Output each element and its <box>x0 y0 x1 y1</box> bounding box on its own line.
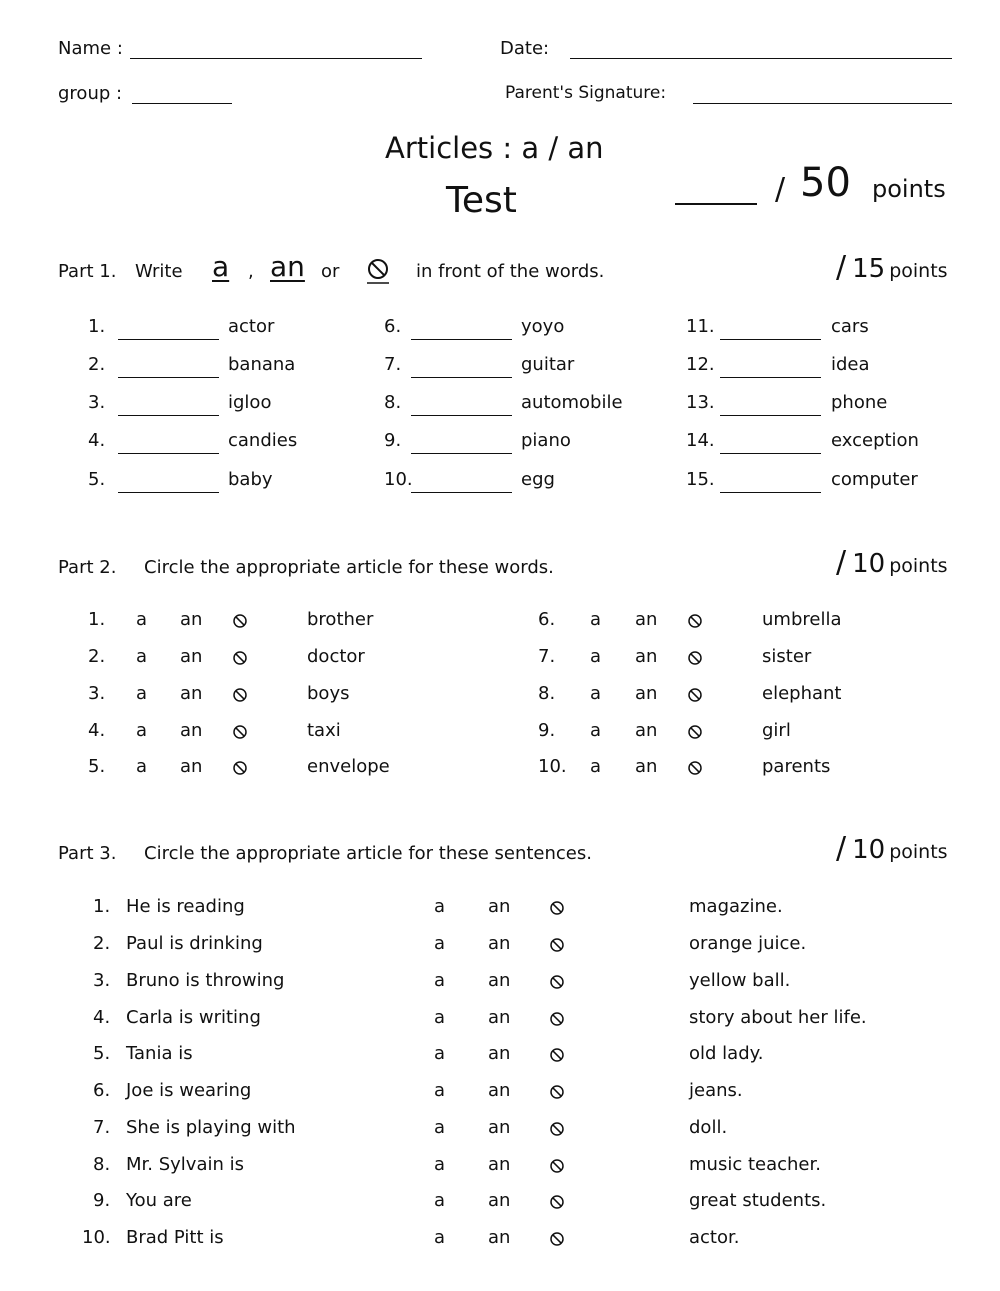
option-a[interactable]: a <box>590 720 602 741</box>
item-number: 5. <box>93 1043 111 1064</box>
item-word: cars <box>831 316 869 337</box>
no-article-icon[interactable] <box>549 1158 565 1178</box>
option-a[interactable]: a <box>136 756 148 777</box>
sentence-end: great students. <box>689 1190 827 1211</box>
answer-blank[interactable] <box>411 453 512 454</box>
answer-blank[interactable] <box>118 377 219 378</box>
option-a[interactable]: a <box>434 1080 446 1101</box>
option-an[interactable]: an <box>488 1080 511 1101</box>
item-word: elephant <box>762 683 842 704</box>
sentence-start: Carla is writing <box>126 1007 261 1028</box>
part1-comma: , <box>248 261 254 282</box>
part3-instruction: Circle the appropriate article for these sentences. <box>144 843 592 864</box>
answer-blank[interactable] <box>411 339 512 340</box>
sentence-end: story about her life. <box>689 1007 867 1028</box>
answer-blank[interactable] <box>118 415 219 416</box>
item-number: 1. <box>93 896 111 917</box>
sentence-start: Paul is drinking <box>126 933 263 954</box>
item-number: 5. <box>88 756 106 777</box>
item-word: actor <box>228 316 275 337</box>
option-an[interactable]: an <box>488 933 511 954</box>
no-article-icon[interactable] <box>687 687 703 707</box>
parent-signature-label: Parent's Signature: <box>505 83 667 103</box>
no-article-icon[interactable] <box>687 760 703 780</box>
option-a[interactable]: a <box>136 646 148 667</box>
item-word: brother <box>307 609 374 630</box>
option-an[interactable]: an <box>488 896 511 917</box>
sentence-end: doll. <box>689 1117 728 1138</box>
option-an[interactable]: an <box>180 683 203 704</box>
no-article-icon[interactable] <box>549 1121 565 1141</box>
sentence-start: Mr. Sylvain is <box>126 1154 244 1175</box>
total-score-number: 50 <box>800 160 851 206</box>
option-an[interactable]: an <box>488 1117 511 1138</box>
part3-score-word: points <box>889 841 948 863</box>
sentence-start: You are <box>126 1190 192 1211</box>
option-a[interactable]: a <box>434 1117 446 1138</box>
no-article-icon[interactable] <box>232 650 248 670</box>
option-a[interactable]: a <box>434 1154 446 1175</box>
item-number: 5. <box>88 469 106 490</box>
item-word: computer <box>831 469 918 490</box>
item-number: 2. <box>88 354 106 375</box>
sentence-start: Tania is <box>126 1043 193 1064</box>
answer-blank[interactable] <box>720 415 821 416</box>
option-a[interactable]: a <box>590 756 602 777</box>
group-field[interactable] <box>132 103 232 104</box>
sentence-start: She is playing with <box>126 1117 296 1138</box>
option-a[interactable]: a <box>136 609 148 630</box>
item-number: 2. <box>93 933 111 954</box>
option-an[interactable]: an <box>488 1007 511 1028</box>
option-an[interactable]: an <box>180 756 203 777</box>
item-word: phone <box>831 392 888 413</box>
option-an[interactable]: an <box>635 720 658 741</box>
name-field[interactable] <box>130 58 422 59</box>
part2-label: Part 2. <box>58 557 117 578</box>
option-a[interactable]: a <box>434 1190 446 1211</box>
no-article-icon[interactable] <box>232 687 248 707</box>
sentence-end: actor. <box>689 1227 740 1248</box>
item-word: boys <box>307 683 350 704</box>
answer-blank[interactable] <box>118 339 219 340</box>
answer-blank[interactable] <box>118 492 219 493</box>
answer-blank[interactable] <box>411 415 512 416</box>
total-score-word: points <box>872 175 946 203</box>
item-word: sister <box>762 646 812 667</box>
option-an[interactable]: an <box>488 1227 511 1248</box>
no-article-icon[interactable] <box>549 1231 565 1251</box>
item-number: 8. <box>384 392 402 413</box>
item-number: 9. <box>93 1190 111 1211</box>
item-number: 8. <box>93 1154 111 1175</box>
option-an[interactable]: an <box>180 646 203 667</box>
part1-score-word: points <box>889 260 948 282</box>
date-label: Date: <box>500 38 550 59</box>
no-article-icon[interactable] <box>687 650 703 670</box>
part1-instruction: in front of the words. <box>416 261 605 282</box>
part3-score <box>836 831 948 866</box>
option-an[interactable]: an <box>635 646 658 667</box>
option-a[interactable]: a <box>136 720 148 741</box>
item-word: igloo <box>228 392 272 413</box>
answer-blank[interactable] <box>720 453 821 454</box>
option-a[interactable]: a <box>590 646 602 667</box>
item-number: 10. <box>538 756 567 777</box>
item-number: 2. <box>88 646 106 667</box>
part1-score-slash: / <box>836 250 847 285</box>
item-word: taxi <box>307 720 341 741</box>
item-number: 3. <box>93 970 111 991</box>
item-number: 1. <box>88 316 106 337</box>
total-score-field[interactable] <box>675 203 757 205</box>
sentence-end: old lady. <box>689 1043 764 1064</box>
name-label: Name : <box>58 38 123 59</box>
part2-score-word: points <box>889 555 948 577</box>
option-an[interactable]: an <box>488 1043 511 1064</box>
option-an[interactable]: an <box>488 1190 511 1211</box>
option-a[interactable]: a <box>434 970 446 991</box>
date-field[interactable] <box>570 58 952 59</box>
item-number: 1. <box>88 609 106 630</box>
part3-label: Part 3. <box>58 843 117 864</box>
option-an[interactable]: an <box>635 609 658 630</box>
item-number: 3. <box>88 392 106 413</box>
item-number: 10. <box>384 469 413 490</box>
item-number: 14. <box>686 430 715 451</box>
option-a[interactable]: a <box>434 933 446 954</box>
option-a[interactable]: a <box>434 1007 446 1028</box>
option-a[interactable]: a <box>434 1227 446 1248</box>
item-word: piano <box>521 430 571 451</box>
sentence-start: He is reading <box>126 896 245 917</box>
part2-score-slash: / <box>836 545 847 580</box>
item-number: 7. <box>538 646 556 667</box>
no-article-icon[interactable] <box>549 1047 565 1067</box>
item-number: 11. <box>686 316 715 337</box>
part2-score-number: 10 <box>852 549 886 579</box>
no-article-icon[interactable] <box>549 1011 565 1031</box>
option-an[interactable]: an <box>180 609 203 630</box>
option-a[interactable]: a <box>434 896 446 917</box>
group-label: group : <box>58 83 123 104</box>
item-number: 10. <box>82 1227 111 1248</box>
item-word: parents <box>762 756 831 777</box>
option-a[interactable]: a <box>590 683 602 704</box>
part3-score-slash: / <box>836 831 847 866</box>
page-subtitle: Test <box>446 180 517 221</box>
item-word: banana <box>228 354 296 375</box>
item-number: 8. <box>538 683 556 704</box>
item-number: 4. <box>93 1007 111 1028</box>
item-word: baby <box>228 469 273 490</box>
sentence-end: jeans. <box>689 1080 743 1101</box>
no-article-icon[interactable] <box>687 724 703 744</box>
item-number: 7. <box>384 354 402 375</box>
item-word: yoyo <box>521 316 565 337</box>
no-article-icon[interactable] <box>549 900 565 920</box>
answer-blank[interactable] <box>411 492 512 493</box>
part1-write: Write <box>135 261 183 282</box>
option-an[interactable]: an <box>635 683 658 704</box>
sentence-end: music teacher. <box>689 1154 821 1175</box>
no-article-icon <box>366 257 390 289</box>
item-number: 15. <box>686 469 715 490</box>
sentence-end: orange juice. <box>689 933 807 954</box>
item-number: 4. <box>88 430 106 451</box>
total-score-slash: / <box>775 172 786 207</box>
item-word: doctor <box>307 646 365 667</box>
item-number: 6. <box>93 1080 111 1101</box>
part1-label: Part 1. <box>58 261 117 282</box>
item-number: 3. <box>88 683 106 704</box>
item-word: exception <box>831 430 919 451</box>
answer-blank[interactable] <box>411 377 512 378</box>
option-a[interactable]: a <box>136 683 148 704</box>
no-article-icon[interactable] <box>232 724 248 744</box>
item-number: 7. <box>93 1117 111 1138</box>
answer-blank[interactable] <box>720 339 821 340</box>
no-article-icon[interactable] <box>232 760 248 780</box>
item-word: egg <box>521 469 555 490</box>
part1-score <box>836 250 948 285</box>
option-an[interactable]: an <box>180 720 203 741</box>
item-number: 6. <box>538 609 556 630</box>
no-article-icon[interactable] <box>687 613 703 633</box>
sentence-start: Brad Pitt is <box>126 1227 224 1248</box>
item-number: 13. <box>686 392 715 413</box>
page-title: Articles : a / an <box>385 131 604 165</box>
no-article-icon[interactable] <box>549 1194 565 1214</box>
item-word: candies <box>228 430 298 451</box>
item-number: 6. <box>384 316 402 337</box>
parent-signature-field[interactable] <box>693 103 952 104</box>
option-a[interactable]: a <box>434 1043 446 1064</box>
part1-or: or <box>321 261 340 282</box>
sentence-end: magazine. <box>689 896 783 917</box>
item-number: 9. <box>538 720 556 741</box>
option-an[interactable]: an <box>488 1154 511 1175</box>
no-article-icon[interactable] <box>549 937 565 957</box>
item-word: automobile <box>521 392 623 413</box>
item-word: umbrella <box>762 609 842 630</box>
part1-article-a: a <box>212 250 230 283</box>
sentence-start: Joe is wearing <box>126 1080 252 1101</box>
sentence-start: Bruno is throwing <box>126 970 285 991</box>
option-an[interactable]: an <box>635 756 658 777</box>
no-article-icon[interactable] <box>549 1084 565 1104</box>
no-article-icon[interactable] <box>549 974 565 994</box>
item-number: 9. <box>384 430 402 451</box>
item-word: envelope <box>307 756 390 777</box>
answer-blank[interactable] <box>720 377 821 378</box>
answer-blank[interactable] <box>720 492 821 493</box>
no-article-icon[interactable] <box>232 613 248 633</box>
part3-score-number: 10 <box>852 835 886 865</box>
item-number: 4. <box>88 720 106 741</box>
option-a[interactable]: a <box>590 609 602 630</box>
answer-blank[interactable] <box>118 453 219 454</box>
option-an[interactable]: an <box>488 970 511 991</box>
item-word: guitar <box>521 354 575 375</box>
part2-instruction: Circle the appropriate article for these words. <box>144 557 554 578</box>
part2-score <box>836 545 948 580</box>
item-word: idea <box>831 354 870 375</box>
item-word: girl <box>762 720 791 741</box>
sentence-end: yellow ball. <box>689 970 791 991</box>
part1-article-an: an <box>270 250 305 283</box>
part1-score-number: 15 <box>852 254 886 284</box>
item-number: 12. <box>686 354 715 375</box>
